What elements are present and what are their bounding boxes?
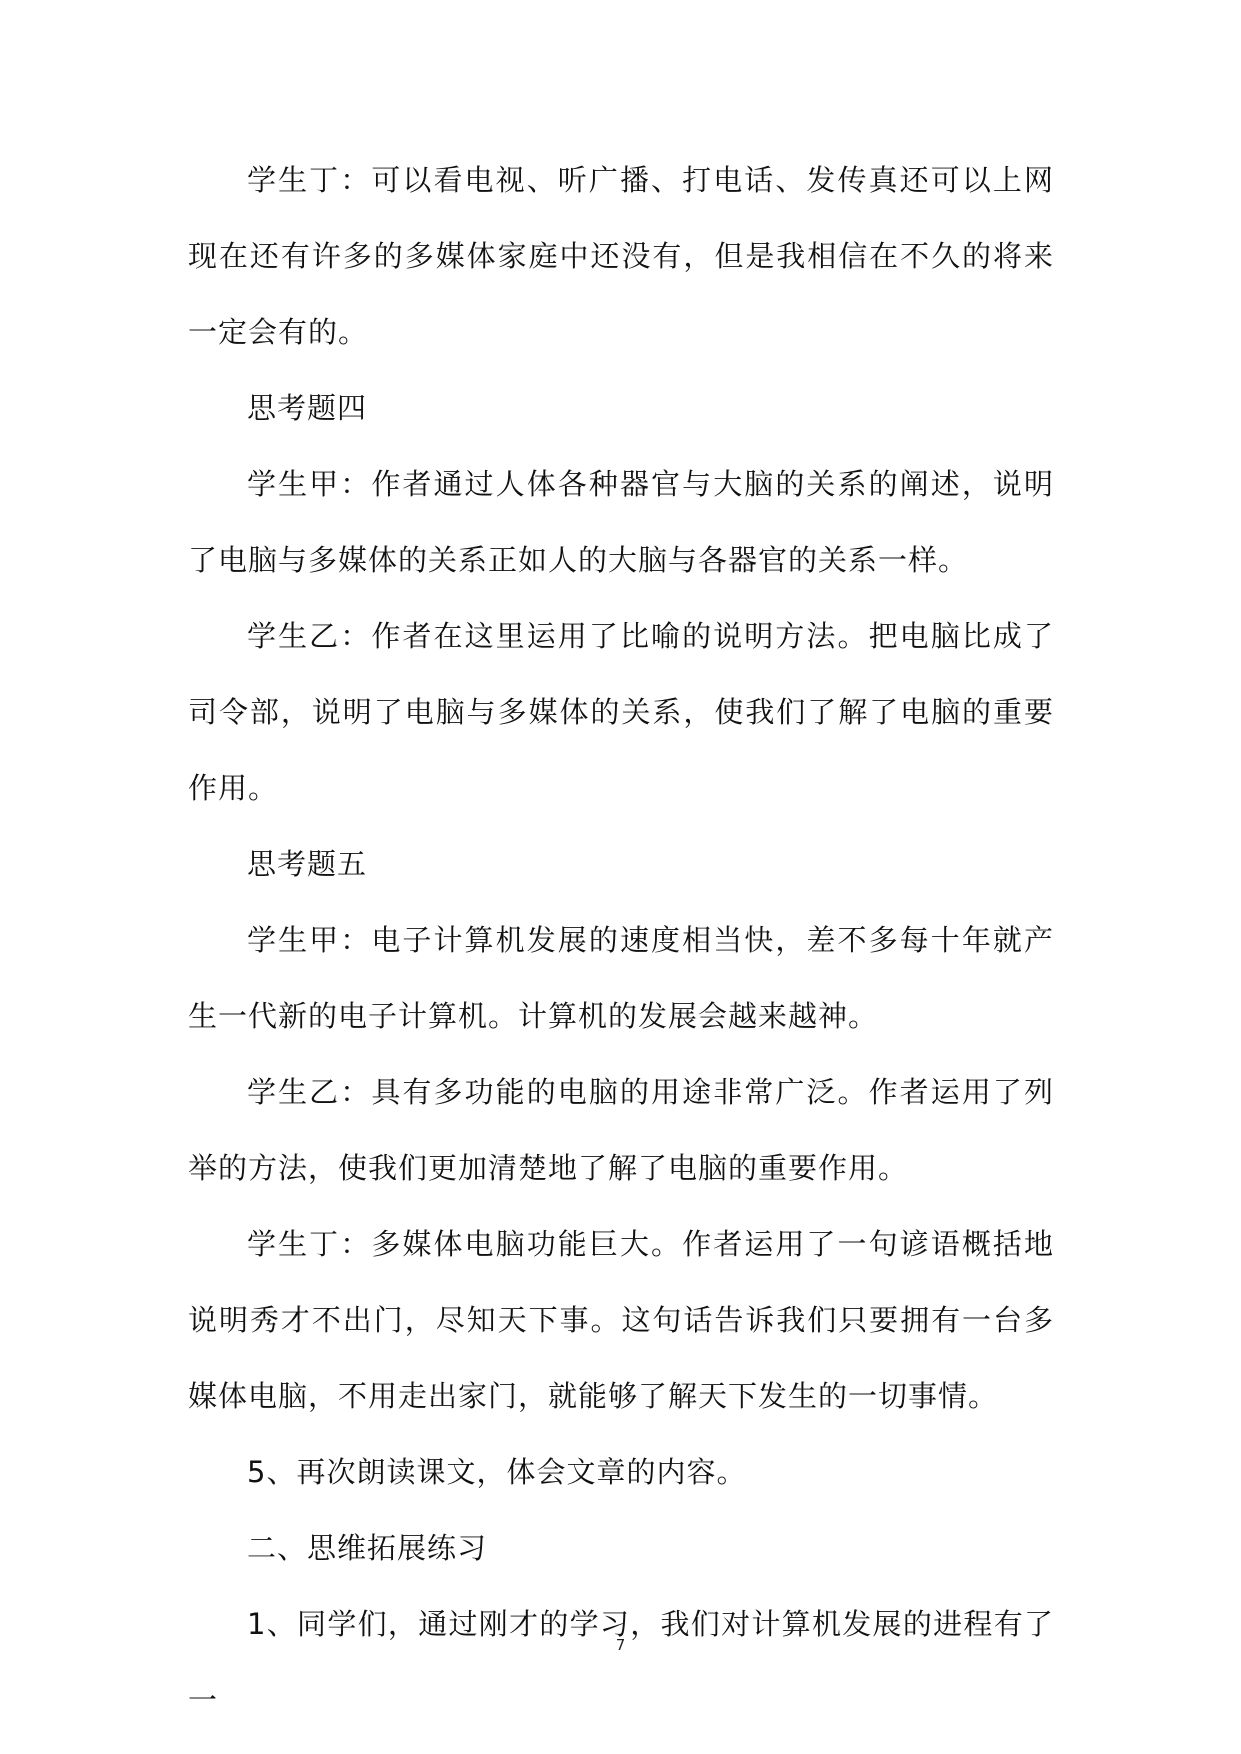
paragraph-exercise-one: 1、同学们，通过刚才的学习，我们对计算机发展的进程有了一 <box>188 1607 1054 1717</box>
paragraph-student-jia-answer-five: 学生甲：电子计算机发展的速度相当快，差不多每十年就产生一代新的电子计算机。计算机的发展会越来越神。 <box>188 923 1054 1033</box>
paragraph-student-yi-answer-four: 学生乙：作者在这里运用了比喻的说明方法。把电脑比成了司令部，说明了电脑与多媒体的关系，使我们了解了电脑的重要作用。 <box>188 619 1054 805</box>
heading-question-five: 思考题五 <box>247 847 368 881</box>
heading-question-four: 思考题四 <box>247 391 368 425</box>
page-number: 7 <box>615 1636 626 1654</box>
paragraph-student-yi-answer-five: 学生乙：具有多功能的电脑的用途非常广泛。作者运用了列举的方法，使我们更加清楚地了解了电脑的重要作用。 <box>188 1075 1054 1185</box>
paragraph-student-jia-answer-four: 学生甲：作者通过人体各种器官与大脑的关系的阐述，说明了电脑与多媒体的关系正如人的大脑与各器官的关系一样。 <box>188 467 1054 577</box>
paragraph-student-ding-answer-five: 学生丁：多媒体电脑功能巨大。作者运用了一句谚语概括地说明秀才不出门，尽知天下事。这句话告诉我们只要拥有一台多媒体电脑，不用走出家门，就能够了解天下发生的一切事情。 <box>188 1227 1054 1413</box>
paragraph-step-five: 5、再次朗读课文，体会文章的内容。 <box>247 1455 747 1489</box>
heading-section-two: 二、思维拓展练习 <box>247 1531 488 1565</box>
document-body <box>188 142 1054 1738</box>
paragraph-student-ding-answer: 学生丁：可以看电视、听广播、打电话、发传真还可以上网现在还有许多的多媒体家庭中还没有，但是我相信在不久的将来一定会有的。 <box>188 163 1054 349</box>
